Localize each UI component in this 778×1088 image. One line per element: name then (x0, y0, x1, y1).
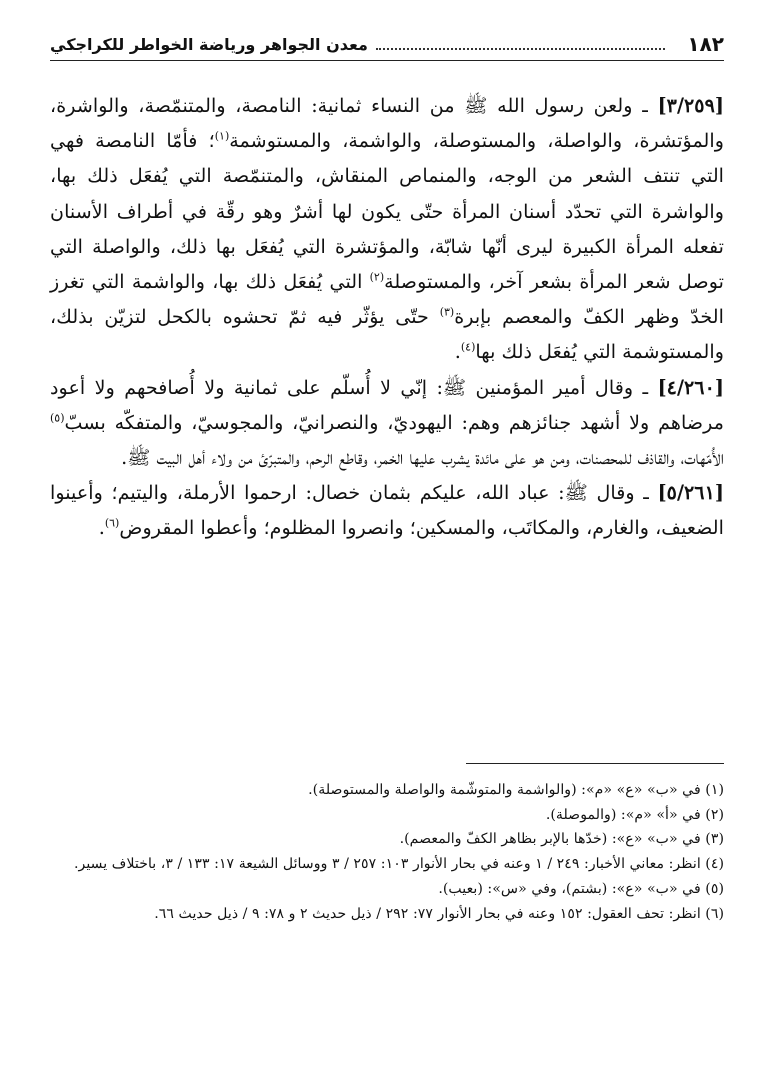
reference-number: [٤/٢٦٠] (657, 375, 724, 399)
paragraph-text: . (98, 516, 105, 540)
footnote: (٤) انظر: معاني الأخبار: ٢٤٩ / ١ وعنه في بحار الأنوار ١٠٣: ٢٥٧ / ٣ ووسائل الشيعة ١٧: ١٣٣ / ٣، باختلاف يسير. (74, 856, 724, 873)
footnote-marker[interactable]: (١) (214, 129, 230, 143)
paragraph-text: ـ ولعن رسول الله ﷺ من النساء ثمانية: النامصة، والمتنمّصة، والواشرة، والمؤتشرة، والواصلة، والمستوصلة، والواشمة، والمستوشمة (50, 94, 724, 153)
running-title: معدن الجواهر ورياضة الخواطر للكراجكي (50, 34, 368, 54)
reference-number: [٣/٢٥٩] (657, 94, 724, 117)
footnote: (٢) في «أ» «م»: (والموصلة). (545, 806, 724, 823)
paragraph (50, 370, 724, 476)
paragraph-text: الأُمّهات، والقاذف للمحصنات، ومن هو على مائدة يشرب عليها الخمر، وقاطع الرحم، والمتبرّئ من ولاء أهل البيت ﷺ. (121, 446, 724, 470)
footnote: (٣) في «ب» «ع»: (خدّها بالإبر بظاهر الكفّ والمعصم). (399, 831, 724, 848)
footnote-marker[interactable]: (٣) (439, 305, 455, 319)
paragraph-text: التي يُفعَل ذلك بها، والواشمة التي تغرز الخدّ وظهر الكفّ والمعصم بإبرة (50, 270, 724, 329)
paragraph-text: ـ وقال أمير المؤمنين ﷺ: إنّي لا أُسلّم على ثمانية ولا أُصافحهم ولا أعود مرضاهم ولا أشهد جنائزهم وهم: اليهوديّ، والنصرانيّ، والمجوسيّ، والمتفكّه بسبّ (50, 375, 724, 434)
footnote-divider (466, 763, 724, 764)
footnote-marker[interactable]: (٥) (50, 411, 65, 425)
footnotes-list (50, 778, 724, 926)
footnote-marker[interactable]: (٢) (369, 270, 385, 284)
footnote: (١) في «ب» «ع» «م»: (والواشمة والمتوشّمة والواصلة والمستوصلة). (308, 782, 724, 798)
paragraph-text: ؛ فأمّا النامصة فهي التي تنتف الشعر من الوجه، والمنماص المنقاش، والمتنمّصة التي يُفعَل ذلك بها، والواشرة التي تحدّد أسنان المرأة حتّى يكون لها أشرٌ وهو رقّة في أطراف الأسنان تفعله المرأة الكبيرة ليرى أنّها شابّة، والمؤتشرة التي يُفعَل بها ذلك، والواصلة التي توصل شعر المرأة بشعر آخر، والمستوصلة (50, 129, 724, 294)
footnote: (٥) في «ب» «ع»: (بشتم)، وفي «س»: (بعيب). (438, 880, 724, 897)
main-text (50, 88, 724, 546)
header-dotted-leader (376, 48, 665, 50)
reference-number: [٥/٢٦١] (657, 481, 724, 505)
footnote: (٦) انظر: تحف العقول: ١٥٢ وعنه في بحار الأنوار ٧٧: ٢٩٢ / ذيل حديث ٢ و ٧٨: ٩ / ذيل حديث ٦٦. (154, 905, 724, 922)
page-number: ١٨٢ (687, 32, 724, 56)
footnote-marker[interactable]: (٤) (460, 341, 476, 355)
footnote-marker[interactable]: (٦) (104, 517, 120, 531)
paragraph-text: ـ وقال ﷺ: عباد الله، عليكم بثمان خصال: ارحموا الأرملة، واليتيم؛ وأعينوا الضعيف، والغارم، والمكاتَب، والمسكين؛ وانصروا المظلوم؛ وأعطوا المقروض (50, 481, 724, 540)
paragraph-text: . (454, 340, 461, 364)
paragraph (50, 88, 724, 370)
paragraph-text: حتّى يؤثّر فيه ثمّ تحشوه بالكحل لتزيّن بذلك، والمستوشمة التي يُفعَل ذلك بها (50, 305, 724, 364)
page-header (50, 28, 724, 61)
paragraph (50, 475, 724, 545)
